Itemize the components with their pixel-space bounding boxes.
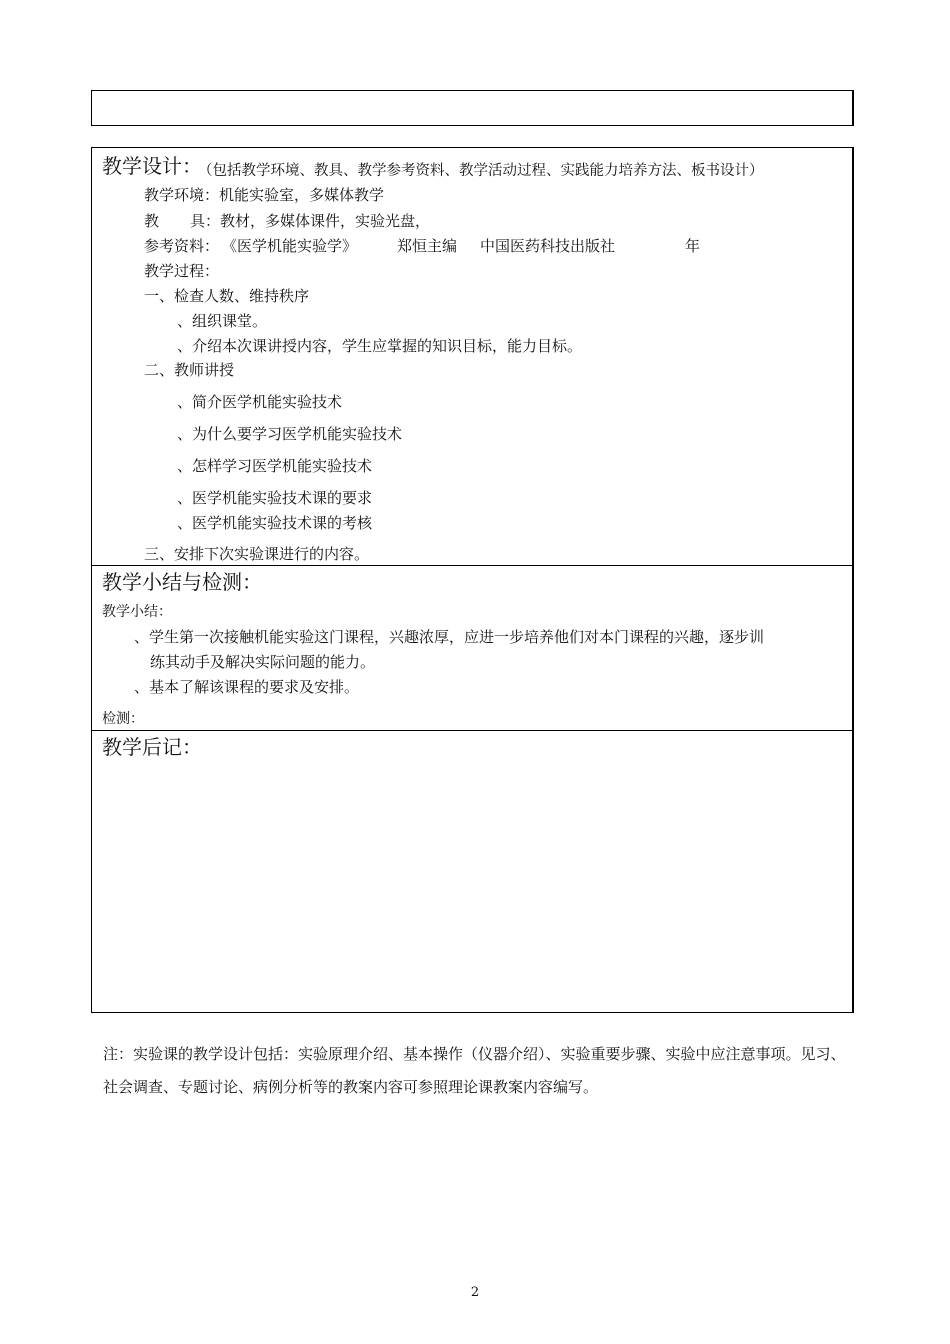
ref-label: 参考资料： — [144, 237, 220, 255]
summary-item: 、基本了解该课程的要求及安排。 — [134, 678, 360, 696]
step-2: 二、教师讲授 — [144, 361, 235, 379]
check-label: 检测： — [102, 711, 144, 727]
step-2-item: 、为什么要学习医学机能实验技术 — [177, 425, 403, 443]
design-heading-note: （包括教学环境、教具、教学参考资料、教学活动过程、实践能力培养方法、板书设计） — [198, 163, 764, 179]
ref-year: 年 — [685, 237, 701, 255]
ref-publisher: 中国医药科技出版社 — [480, 237, 616, 255]
footnote: 注：实验课的教学设计包括：实验原理介绍、基本操作（仪器介绍）、实验重要步骤、实验中应注意事项。见习、社会调查、专题讨论、病例分析等的教案内容可参照理论课教案内容编写。 — [103, 1045, 846, 1096]
summary-label: 教学小结： — [102, 604, 172, 620]
step-2-item: 、医学机能实验技术课的要求 — [177, 489, 373, 507]
step-2-item: 、怎样学习医学机能实验技术 — [177, 457, 373, 475]
step-1-item: 、组织课堂。 — [177, 312, 268, 330]
step-2-item: 、简介医学机能实验技术 — [177, 393, 343, 411]
summary-item: 、学生第一次接触机能实验这门课程，兴趣浓厚，应进一步培养他们对本门课程的兴趣，逐步训 — [134, 628, 765, 646]
tools-line: 具：教材，多媒体课件，实验光盘， — [190, 212, 431, 230]
process-label: 教学过程： — [144, 262, 220, 280]
step-3: 三、安排下次实验课进行的内容。 — [144, 545, 370, 563]
section-divider — [92, 565, 852, 566]
design-heading: 教学设计： — [102, 154, 202, 178]
step-1-item: 、介绍本次课讲授内容，学生应掌握的知识目标，能力目标。 — [177, 337, 583, 355]
step-2-item: 、医学机能实验技术课的考核 — [177, 514, 373, 532]
tools-label: 教 — [144, 212, 160, 230]
section-divider — [92, 730, 852, 731]
ref-author: 郑恒主编 — [397, 237, 458, 255]
summary-heading: 教学小结与检测： — [102, 570, 262, 594]
ref-book: 《医学机能实验学》 — [222, 237, 358, 255]
header-cell — [91, 90, 854, 126]
summary-item-continued: 练其动手及解决实际问题的能力。 — [150, 653, 376, 671]
lesson-plan-table — [91, 147, 854, 1013]
step-1: 一、检查人数、维持秩序 — [144, 287, 310, 305]
env-line: 教学环境：机能实验室，多媒体教学 — [144, 186, 385, 204]
page-number: 2 — [470, 1285, 480, 1300]
postscript-heading: 教学后记： — [102, 735, 202, 759]
